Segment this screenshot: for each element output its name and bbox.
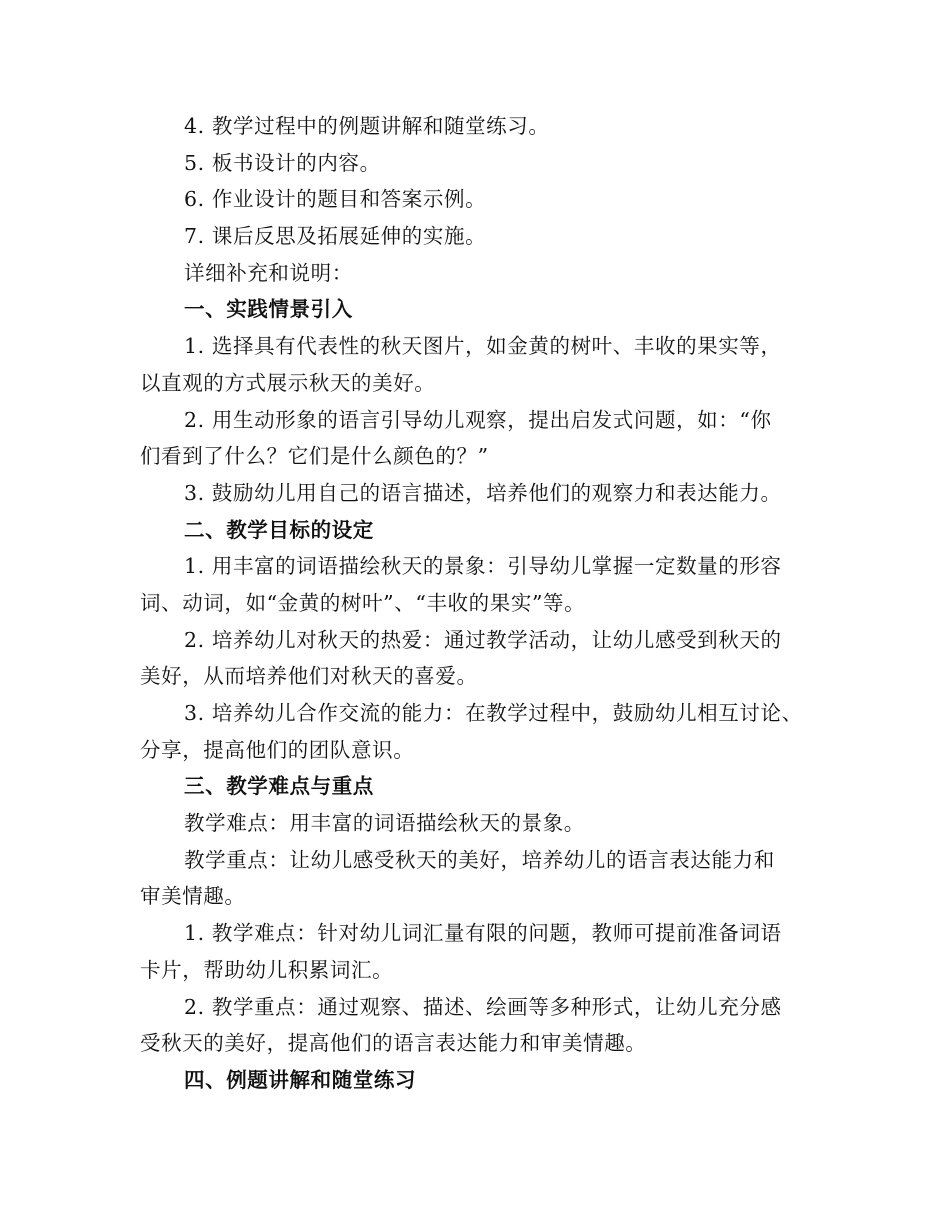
text-line: 6. 作业设计的题目和答案示例。 [184,187,487,212]
text-line: 1. 选择具有代表性的秋天图片，如金黄的树叶、丰收的果实等， [184,334,782,359]
document-body [140,108,820,1099]
text-line: 2. 教学重点：通过观察、描述、绘画等多种形式，让幼儿充分感 [184,994,782,1019]
text-line: 4. 教学过程中的例题讲解和随堂练习。 [184,114,550,138]
text-line: 7. 课后反思及拓展延伸的实施。 [184,224,487,249]
text-line: 3. 鼓励幼儿用自己的语言描述，培养他们的观察力和表达能力。 [184,480,782,505]
text-line: 5. 板书设计的内容。 [184,150,381,175]
section-heading: 一、实践情景引入 [184,297,353,322]
text-line: 2. 用生动形象的语言引导幼儿观察，提出启发式问题，如：“你 [184,407,772,432]
text-line: 卡片，帮助幼儿积累词汇。 [140,957,394,982]
text-line: 以直观的方式展示秋天的美好。 [140,370,436,395]
text-line: 分享，提高他们的团队意识。 [140,737,415,762]
text-line: 2. 培养幼儿对秋天的热爱：通过教学活动，让幼儿感受到秋天的 [184,627,782,652]
section-heading: 三、教学难点与重点 [184,774,374,799]
text-line: 教学难点：用丰富的词语描绘秋天的景象。 [184,811,585,836]
text-line: 词、动词，如“金黄的树叶”、“丰收的果实”等。 [140,590,586,615]
text-line: 受秋天的美好，提高他们的语言表达能力和审美情趣。 [140,1031,647,1056]
text-line: 美好，从而培养他们对秋天的喜爱。 [140,664,478,689]
section-heading: 二、教学目标的设定 [184,517,374,542]
text-line: 3. 培养幼儿合作交流的能力：在教学过程中，鼓励幼儿相互讨论、 [184,701,803,725]
text-line: 1. 教学难点：针对幼儿词汇量有限的问题，教师可提前准备词语 [184,921,782,946]
text-line: 教学重点：让幼儿感受秋天的美好，培养幼儿的语言表达能力和 [184,847,775,872]
text-line: 1. 用丰富的词语描绘秋天的景象：引导幼儿掌握一定数量的形容 [184,554,782,579]
text-line: 审美情趣。 [140,884,246,909]
section-heading: 四、例题讲解和随堂练习 [184,1067,417,1092]
text-line: 们看到了什么？它们是什么颜色的？” [140,444,489,469]
text-line: 详细补充和说明： [184,260,353,285]
